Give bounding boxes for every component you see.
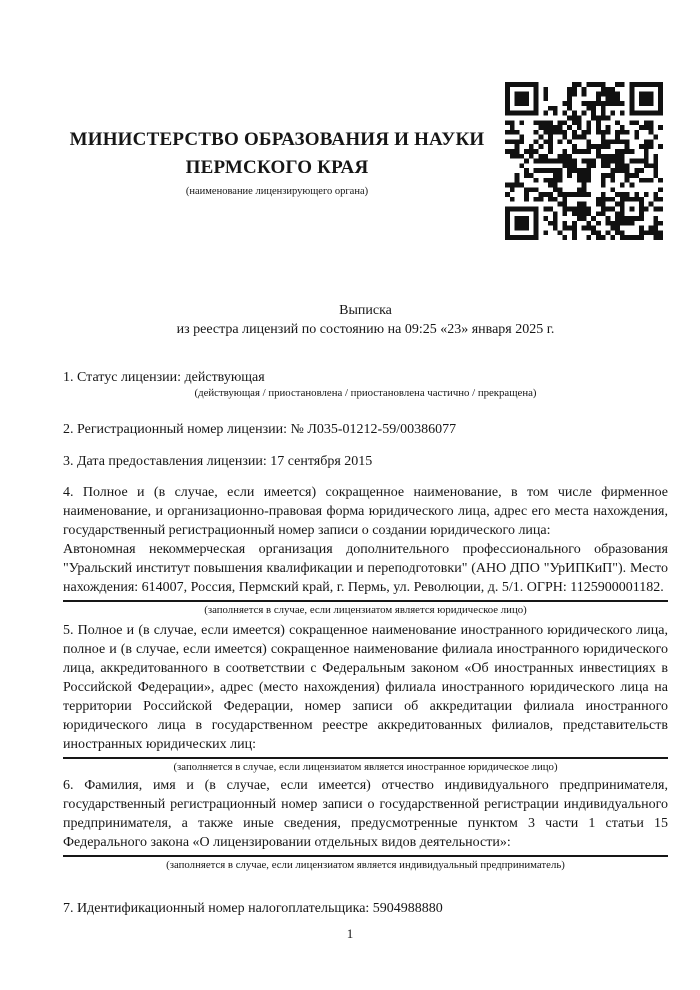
registration-number-value: 2. Регистрационный номер лицензии: № Л035-01212-59/00386077 <box>63 422 457 437</box>
field-license-status <box>63 368 668 400</box>
field-separator-line <box>63 855 668 857</box>
field-taxpayer-number <box>63 899 668 918</box>
field-separator-line <box>63 757 668 759</box>
field-separator-line <box>63 600 668 602</box>
legal-entity-hint: (заполняется в случае, если лицензиатом является юридическое лицо) <box>204 604 527 616</box>
license-status-hint: (действующая / приостановлена / приостановлена частично / прекращена) <box>194 387 537 399</box>
licensing-authority-name <box>0 126 554 182</box>
taxpayer-number-value: 7. Идентификационный номер налогоплательщика: 5904988880 <box>63 901 443 916</box>
field-foreign-entity <box>63 621 668 774</box>
licensing-authority-caption: (наименование лицензирующего органа) <box>185 186 369 197</box>
licensing-authority-header <box>0 126 554 198</box>
licensing-authority-name-line2: ПЕРМСКОГО КРАЯ <box>185 157 369 178</box>
field-individual-entrepreneur <box>63 776 668 872</box>
document-title-line1: Выписка <box>339 303 392 318</box>
field-registration-number <box>63 420 668 439</box>
foreign-entity-question: 5. Полное и (в случае, если имеется) сокращенное наименование иностранного юридического лица, полное и (в случае, если имеется) сокращенное наименование филиала иностранного юридического лица, аккредитованного в соответствии с Федеральным законом «Об иностранных инвестициях в Российской Федерации», адрес (место нахождения) филиала иностранного юридического лица на территории Российской Федерации, номер записи об аккредитации филиала иностранного юридического лица в государственном реестре аккредитованных филиалов, представительств иностранных юридических лиц: <box>63 623 668 752</box>
individual-entrepreneur-question: 6. Фамилия, имя и (в случае, если имеется) отчество индивидуального предпринимателя, государственный регистрационный номер записи о государственной регистрации индивидуального предпринимателя, а также иные сведения, предусмотренные пунктом 3 части 1 статьи 15 Федерального закона «О лицензировании отдельных видов деятельности»: <box>63 778 668 850</box>
individual-entrepreneur-hint: (заполняется в случае, если лицензиатом является индивидуальный предприниматель) <box>166 859 565 871</box>
field-grant-date <box>63 452 668 471</box>
license-status-value: 1. Статус лицензии: действующая <box>63 370 265 385</box>
page-number: 1 <box>346 926 354 941</box>
foreign-entity-hint: (заполняется в случае, если лицензиатом является иностранное юридическое лицо) <box>173 761 558 773</box>
qr-code-icon <box>505 82 663 240</box>
document-title <box>63 301 668 339</box>
field-legal-entity <box>63 483 668 617</box>
grant-date-value: 3. Дата предоставления лицензии: 17 сентября 2015 <box>63 454 373 469</box>
document-title-line2: из реестра лицензий по состоянию на 09:25 «23» января 2025 г. <box>176 322 555 337</box>
legal-entity-question: 4. Полное и (в случае, если имеется) сокращенное наименование, в том числе фирменное наименование, и организационно-правовая форма юридического лица, адрес его места нахождения, государственный регистрационный номер записи о создании юридического лица: <box>63 485 668 538</box>
legal-entity-answer: Автономная некоммерческая организация дополнительного профессионального образования "Уральский институт повышения квалификации и переподготовки" (АНО ДПО "УрИПКиП"). Место нахождения: 614007, Россия, Пермский край, г. Пермь, ул. Революции, д. 5/1. ОГРН: 1125900001182. <box>63 542 668 595</box>
licensing-authority-name-line1: МИНИСТЕРСТВО ОБРАЗОВАНИЯ И НАУКИ <box>69 129 485 150</box>
